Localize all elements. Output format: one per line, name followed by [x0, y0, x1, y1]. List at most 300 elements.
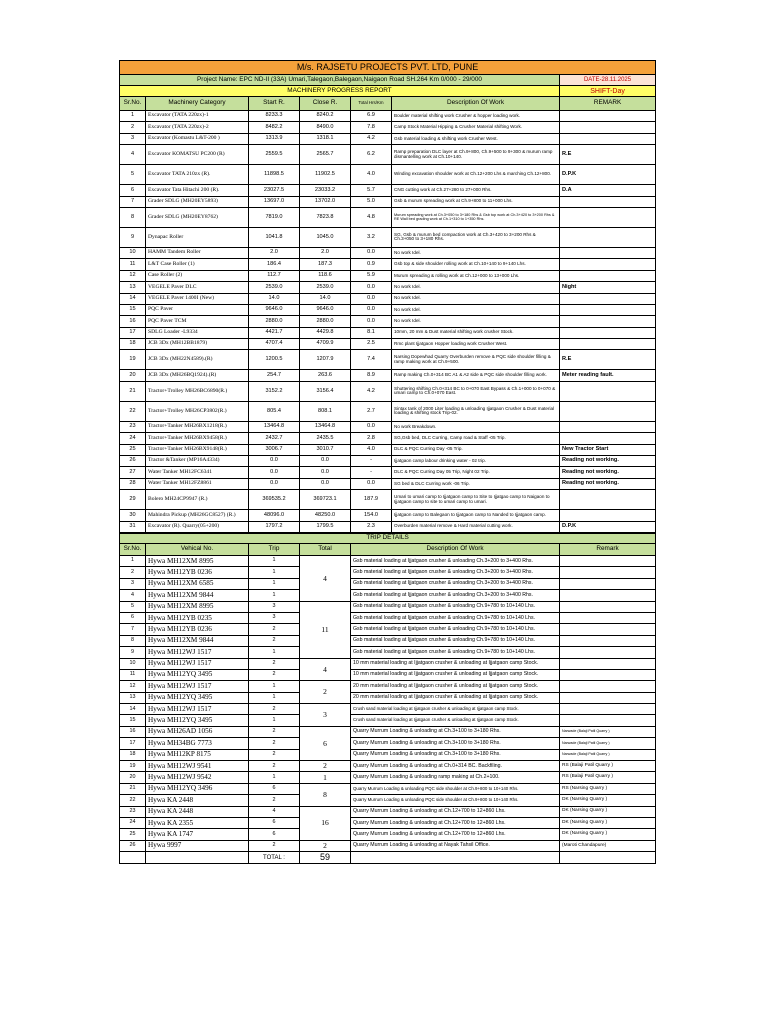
machine-total-hours: 0.0: [351, 282, 392, 293]
machine-row: [120, 259, 656, 270]
machine-sr: 19: [120, 350, 146, 370]
trip-row: [120, 704, 656, 715]
trip-vehicle: Hywa MH26AD 1056: [146, 726, 249, 737]
trip-count: 1: [249, 590, 300, 601]
trip-count: 6: [249, 783, 300, 794]
col-trip-work: Description Of Work: [351, 543, 560, 555]
machine-start-reading: 1313.9: [249, 133, 300, 144]
total-blank-4: [560, 852, 656, 864]
trip-work-description: Quarry Murrum Loading & unloading at Ch.12+700 to 12+860 Lhs.: [351, 806, 560, 817]
col-close: Close R.: [300, 97, 351, 111]
machine-close-reading: 2435.5: [300, 433, 351, 444]
machine-remark: D.A: [560, 185, 656, 196]
machine-close-reading: 118.6: [300, 270, 351, 281]
machine-close-reading: 7823.8: [300, 207, 351, 227]
machine-start-reading: 11898.5: [249, 165, 300, 185]
machine-work-description: Murum spreading & rolling work at Ch.12+000 to 13+000 Lhs.: [392, 270, 560, 281]
machine-sr: 20: [120, 370, 146, 381]
project-name: Project Name: EPC ND-II (33A) Umari,Talegaon,Balegaon,Naigaon Road SH.264 Km 0/000 - 29/000: [120, 75, 560, 86]
machine-row: [120, 327, 656, 338]
trip-sr: 15: [120, 715, 146, 726]
machine-total-hours: 8.1: [351, 327, 392, 338]
machine-sr: 11: [120, 259, 146, 270]
trip-count: 2: [249, 761, 300, 772]
machine-start-reading: 0.0: [249, 456, 300, 467]
machine-total-hours: 6.9: [351, 111, 392, 122]
machine-sr: 8: [120, 207, 146, 227]
machine-close-reading: 187.3: [300, 259, 351, 270]
trip-count: 2: [249, 624, 300, 635]
trip-sr: 9: [120, 647, 146, 658]
trip-sr: 17: [120, 738, 146, 749]
machine-work-description: Gsb & murum spreading work at Ch.9+800 to 11+000 Lhs.: [392, 196, 560, 207]
machine-remark: [560, 133, 656, 144]
trip-sr: 22: [120, 795, 146, 806]
trip-group-total: 2: [300, 681, 351, 704]
trip-work-description: 20 mm material loading at Ijjatgaon crusher & unloading at Ijjatgaon camp Stock.: [351, 681, 560, 692]
col-trip-remark: Remark: [560, 543, 656, 555]
machine-sr: 1: [120, 111, 146, 122]
machine-close-reading: 4429.8: [300, 327, 351, 338]
machine-close-reading: 0.0: [300, 467, 351, 478]
trip-remark: [560, 590, 656, 601]
machine-name: Grader SDLG (MH20EY8762): [146, 207, 249, 227]
machine-close-reading: 48250.0: [300, 510, 351, 521]
machine-start-reading: 2539.0: [249, 282, 300, 293]
col-work: Description Of Work: [392, 97, 560, 111]
total-blank-3: [351, 852, 560, 864]
machine-remark: [560, 490, 656, 510]
trip-sr: 19: [120, 761, 146, 772]
trip-vehicle: Hywa MH12WJ 9541: [146, 761, 249, 772]
machine-close-reading: 1799.5: [300, 521, 351, 532]
machine-name: Tractor+Trolley MH26CP3802(R.): [146, 401, 249, 421]
trip-vehicle: Hywa KA 1747: [146, 829, 249, 840]
machine-row: [120, 370, 656, 381]
machine-sr: 6: [120, 185, 146, 196]
machine-sr: 14: [120, 293, 146, 304]
trip-vehicle: Hywa MH12XM 9844: [146, 590, 249, 601]
col-vehicle: Vehical No.: [146, 543, 249, 555]
machine-name: Tractor+Tanker MH26BX9458(R.): [146, 433, 249, 444]
machine-close-reading: 2.0: [300, 247, 351, 258]
trip-count: 2: [249, 726, 300, 737]
trip-remark: RS (Narsing Quarry ): [560, 783, 656, 794]
machine-total-hours: 4.0: [351, 444, 392, 455]
machine-start-reading: 14.0: [249, 293, 300, 304]
col-sr: Sr.No.: [120, 97, 146, 111]
trip-sr: 3: [120, 578, 146, 589]
trip-sr: 11: [120, 669, 146, 680]
machine-start-reading: 4707.4: [249, 339, 300, 350]
trip-count: 1: [249, 578, 300, 589]
trip-remark: [560, 578, 656, 589]
machine-total-hours: 4.8: [351, 207, 392, 227]
trip-remark: DK (Narsing Quarry ): [560, 829, 656, 840]
total-value: 59: [300, 852, 351, 864]
machine-close-reading: 0.0: [300, 478, 351, 489]
machine-sr: 10: [120, 247, 146, 258]
machine-close-reading: 369723.1: [300, 490, 351, 510]
trip-remark: [560, 624, 656, 635]
machine-row: [120, 304, 656, 315]
machine-close-reading: 2880.0: [300, 316, 351, 327]
machine-total-hours: 6.2: [351, 145, 392, 165]
machine-remark: Meter reading fault.: [560, 370, 656, 381]
machine-start-reading: 369535.2: [249, 490, 300, 510]
trip-work-description: Quarry Murrum Loading & unloading PQC side shoulder at Ch.9+800 to 10+140 Rhs.: [351, 795, 560, 806]
machine-row: [120, 478, 656, 489]
machine-total-hours: 8.9: [351, 370, 392, 381]
trip-count: 1: [249, 692, 300, 703]
trip-remark: [560, 704, 656, 715]
machine-remark: [560, 401, 656, 421]
machine-work-description: No work Idel.: [392, 293, 560, 304]
machine-sr: 5: [120, 165, 146, 185]
machine-row: [120, 196, 656, 207]
machine-remark: Reading not working.: [560, 456, 656, 467]
trip-group-total: 2: [300, 761, 351, 772]
trip-work-description: Gsb material loading at Ijjatgaon crusher & unloading Ch.9+780 to 10+140 Lhs.: [351, 612, 560, 623]
trip-row: [120, 761, 656, 772]
machine-start-reading: 186.4: [249, 259, 300, 270]
trip-vehicle: Hywa KA 2448: [146, 806, 249, 817]
trip-group-total: 3: [300, 704, 351, 727]
trip-count: 3: [249, 612, 300, 623]
machine-close-reading: 3156.4: [300, 381, 351, 401]
machine-sr: 25: [120, 444, 146, 455]
machine-row: [120, 145, 656, 165]
machine-sr: 26: [120, 456, 146, 467]
machine-remark: [560, 381, 656, 401]
machine-row: [120, 490, 656, 510]
machine-close-reading: 9646.0: [300, 304, 351, 315]
trip-work-description: Quarry Murrum Loading & unloading at Ch.3+100 to 3+180 Rhs.: [351, 738, 560, 749]
report-sheet: [119, 60, 655, 864]
machine-total-hours: 5.0: [351, 196, 392, 207]
machine-row: [120, 207, 656, 227]
machine-work-description: Gsb material loading & shifting work Crusher West.: [392, 133, 560, 144]
machine-name: JCB 3Dx (MH26BQ1924).(R): [146, 370, 249, 381]
trip-vehicle: Hywa MH12XM 9844: [146, 635, 249, 646]
machine-remark: [560, 270, 656, 281]
machine-remark: New Tractor Start: [560, 444, 656, 455]
trip-count: 2: [249, 749, 300, 760]
trip-group-total: 6: [300, 726, 351, 760]
machine-start-reading: 23027.5: [249, 185, 300, 196]
machine-remark: [560, 293, 656, 304]
trip-row: [120, 783, 656, 794]
machine-start-reading: 2.0: [249, 247, 300, 258]
machine-work-description: Rmc plant Ijjatgaon Hopper loading work Crusher West.: [392, 339, 560, 350]
machine-total-hours: 154.0: [351, 510, 392, 521]
trip-sr: 23: [120, 806, 146, 817]
machine-sr: 2: [120, 122, 146, 133]
machine-name: Water Tanker MH12FZ8861: [146, 478, 249, 489]
machine-remark: [560, 247, 656, 258]
machine-start-reading: 3006.7: [249, 444, 300, 455]
trip-count: 1: [249, 772, 300, 783]
trip-work-description: Gsb material loading at Ijjatgaon crusher & unloading Ch.3+200 to 3+400 Rhs.: [351, 567, 560, 578]
machine-sr: 17: [120, 327, 146, 338]
machine-work-description: Camp Stock Material Hipping & Crusher Material shifting Work.: [392, 122, 560, 133]
company-name: M/s. RAJSETU PROJECTS PVT. LTD, PUNE: [120, 61, 656, 75]
machine-work-description: No work Idel.: [392, 247, 560, 258]
machine-name: PQC Paver TCM: [146, 316, 249, 327]
trip-remark: [560, 555, 656, 566]
trip-row: [120, 624, 656, 635]
machine-total-hours: 2.3: [351, 521, 392, 532]
trip-row: [120, 749, 656, 760]
trip-vehicle: Hywa KA 2355: [146, 817, 249, 828]
machine-close-reading: 11902.5: [300, 165, 351, 185]
machine-close-reading: 4709.9: [300, 339, 351, 350]
trip-group-total: 4: [300, 658, 351, 681]
machine-row: [120, 350, 656, 370]
col-trip-total: Total: [300, 543, 351, 555]
machine-sr: 28: [120, 478, 146, 489]
trip-remark: [560, 658, 656, 669]
machine-close-reading: 2565.7: [300, 145, 351, 165]
trip-row: [120, 726, 656, 737]
trip-row: [120, 647, 656, 658]
machine-work-description: Overburden material remove & Hard material cutting work.: [392, 521, 560, 532]
machine-total-hours: 0.9: [351, 259, 392, 270]
trip-work-description: Gsb material loading at Ijjatgaon crusher & unloading Ch.9+780 to 10+140 Lhs.: [351, 601, 560, 612]
machine-start-reading: 2880.0: [249, 316, 300, 327]
machine-row: [120, 165, 656, 185]
machine-close-reading: 0.0: [300, 456, 351, 467]
machine-remark: [560, 196, 656, 207]
trip-count: 6: [249, 817, 300, 828]
trip-remark: [560, 647, 656, 658]
machinery-table: [119, 60, 656, 533]
trip-vehicle: Hywa 9997: [146, 840, 249, 851]
machine-name: SDLG Loader -L9334: [146, 327, 249, 338]
trip-remark: [560, 601, 656, 612]
machine-name: Mahindra Pickup (MH26GC8527) (R.): [146, 510, 249, 521]
machine-total-hours: 0.0: [351, 316, 392, 327]
machine-row: [120, 133, 656, 144]
machine-close-reading: 808.1: [300, 401, 351, 421]
trip-row: [120, 578, 656, 589]
machine-work-description: Winding excavation shoulder work at Ch.12+200 Lhs & marching Ch.12+800.: [392, 165, 560, 185]
machine-remark: [560, 259, 656, 270]
machine-row: [120, 401, 656, 421]
trip-group-total: 2: [300, 840, 351, 851]
machine-work-description: DLC & PQC Curring Day 05 Trip, Night 02 Trip.: [392, 467, 560, 478]
trip-count: 1: [249, 681, 300, 692]
machine-sr: 29: [120, 490, 146, 510]
machine-sr: 7: [120, 196, 146, 207]
machine-sr: 3: [120, 133, 146, 144]
machine-remark: R.E: [560, 145, 656, 165]
machine-work-description: Boulder material shifting work Crusher & hopper loading work.: [392, 111, 560, 122]
machine-close-reading: 8240.2: [300, 111, 351, 122]
trip-row: [120, 772, 656, 783]
trip-sr: 10: [120, 658, 146, 669]
machine-total-hours: 5.7: [351, 185, 392, 196]
machine-total-hours: 0.0: [351, 304, 392, 315]
machine-close-reading: 13464.8: [300, 421, 351, 432]
machine-remark: [560, 304, 656, 315]
trip-count: 1: [249, 715, 300, 726]
machine-total-hours: 4.2: [351, 133, 392, 144]
machine-start-reading: 805.4: [249, 401, 300, 421]
machine-remark: [560, 227, 656, 247]
trip-vehicle: Hywa KA 2448: [146, 795, 249, 806]
trip-group-total: 16: [300, 806, 351, 840]
trip-remark: Narwade (Balaji Patil Quarry ): [560, 726, 656, 737]
trip-work-description: 10 mm material loading at Ijjatgaon crusher & unloading at Ijjatgaon camp Stock.: [351, 658, 560, 669]
machine-row: [120, 467, 656, 478]
machine-total-hours: 4.0: [351, 165, 392, 185]
machine-name: Bolero MH24CP9947 (R.): [146, 490, 249, 510]
machine-remark: [560, 339, 656, 350]
col-category: Machinery Category: [146, 97, 249, 111]
report-title: MACHINERY PROGRESS REPORT: [120, 86, 560, 97]
trip-count: 1: [249, 647, 300, 658]
trip-count: 6: [249, 829, 300, 840]
trip-vehicle: Hywa MH12YQ 3495: [146, 715, 249, 726]
machine-sr: 24: [120, 433, 146, 444]
machine-name: JCB 3Dx (MH22N4589).(R): [146, 350, 249, 370]
trip-sr: 1: [120, 555, 146, 566]
machine-row: [120, 111, 656, 122]
machine-remark: [560, 111, 656, 122]
trip-row: [120, 692, 656, 703]
machine-work-description: SG,Gsb bed, DLC Curring, Camp road & Staff -05 Trip.: [392, 433, 560, 444]
machine-name: Excavator KOMATSU PC200 (R): [146, 145, 249, 165]
trip-work-description: Quarry Murrum Loading & unloading at Ch.12+700 to 12+860 Lhs.: [351, 817, 560, 828]
trip-count: 1: [249, 567, 300, 578]
machine-sr: 22: [120, 401, 146, 421]
col-trip-sr: Sr.No.: [120, 543, 146, 555]
machine-work-description: Shuttering shifting Ch.0+314 BC to 0+070 East Bypass & Ch.1+000 to 0+070 & umari camp to Ch.0+070 East.: [392, 381, 560, 401]
trip-sr: 4: [120, 590, 146, 601]
machine-name: Excavator (TATA 220zx)-1: [146, 111, 249, 122]
trip-work-description: Gsb material loading at Ijjatgaon crusher & unloading Ch.3+200 to 3+400 Rhs.: [351, 578, 560, 589]
machine-work-description: Narsing Dopewhad Quarry Overburden remove & PQC side shoulder filling & ramp making work at Ch.9+500.: [392, 350, 560, 370]
machine-name: Excavator TATA 210zx (R).: [146, 165, 249, 185]
trip-count: 4: [249, 806, 300, 817]
total-blank-2: [146, 852, 249, 864]
machine-work-description: Ramp making Ch.0+314 BC A1 & A2 side & PQC side shoulder filling work.: [392, 370, 560, 381]
machine-work-description: Sintax tank of 2000 Liter loading & unloading Ijjatgaon Crusher & Dust material loading & shifting stock Trip-02.: [392, 401, 560, 421]
machine-start-reading: 112.7: [249, 270, 300, 281]
machine-name: PQC Paver: [146, 304, 249, 315]
machine-start-reading: 0.0: [249, 478, 300, 489]
machine-start-reading: 8482.2: [249, 122, 300, 133]
shift-label: SHIFT-Day: [560, 86, 656, 97]
trip-sr: 24: [120, 817, 146, 828]
machine-start-reading: 9646.0: [249, 304, 300, 315]
trip-row: [120, 681, 656, 692]
machine-close-reading: 14.0: [300, 293, 351, 304]
machine-work-description: Gsb top & side shoulder rolling work at Ch.10+140 to 9+140 Lhs.: [392, 259, 560, 270]
machine-sr: 16: [120, 316, 146, 327]
trip-header-row: [120, 543, 656, 555]
machine-row: [120, 456, 656, 467]
machine-remark: [560, 316, 656, 327]
machine-work-description: Ijjatgaon camp labour drinking water - 02 trip.: [392, 456, 560, 467]
machine-remark: Reading not working.: [560, 467, 656, 478]
machine-row: [120, 510, 656, 521]
machine-start-reading: 4421.7: [249, 327, 300, 338]
trip-vehicle: Hywa MH12XM 6585: [146, 578, 249, 589]
trip-vehicle: Hywa MH12WJ 1517: [146, 658, 249, 669]
trip-count: 2: [249, 795, 300, 806]
machine-total-hours: 5.9: [351, 270, 392, 281]
trip-sr: 14: [120, 704, 146, 715]
trip-row: [120, 567, 656, 578]
trip-count: 2: [249, 669, 300, 680]
machine-close-reading: 3010.7: [300, 444, 351, 455]
trip-remark: DK (Narsing Quarry ): [560, 806, 656, 817]
trip-row: [120, 715, 656, 726]
machine-remark: D.P.K: [560, 521, 656, 532]
machine-total-hours: 7.8: [351, 122, 392, 133]
trip-total-row: [120, 852, 656, 864]
machine-remark: R.E: [560, 350, 656, 370]
machine-close-reading: 1045.0: [300, 227, 351, 247]
trip-remark: [560, 681, 656, 692]
machine-start-reading: 1041.8: [249, 227, 300, 247]
trip-vehicle: Hywa MH12YB 0236: [146, 624, 249, 635]
machine-row: [120, 421, 656, 432]
machine-row: [120, 521, 656, 532]
trip-work-description: Quarry Murrum Loading & unloading at Ch.12+700 to 12+860 Lhs.: [351, 829, 560, 840]
machine-name: HAMM Tandem Roller: [146, 247, 249, 258]
trip-vehicle: Hywa MH34BG 7773: [146, 738, 249, 749]
trip-row: [120, 612, 656, 623]
machine-work-description: No work Idel.: [392, 304, 560, 315]
machine-close-reading: 1318.1: [300, 133, 351, 144]
trip-vehicle: Hywa MH12YQ 3495: [146, 692, 249, 703]
trip-row: [120, 555, 656, 566]
trip-work-description: Gsb material loading at Ijjatgaon crusher & unloading Ch.3+200 to 3+400 Rhs.: [351, 555, 560, 566]
machine-sr: 30: [120, 510, 146, 521]
machinery-header-row: [120, 97, 656, 111]
machine-row: [120, 122, 656, 133]
machine-remark: [560, 207, 656, 227]
machine-name: Water Tanker MH12FC6341: [146, 467, 249, 478]
machine-remark: D.P.K: [560, 165, 656, 185]
machine-work-description: SG bed & DLC Curring work -06 Trip.: [392, 478, 560, 489]
trip-vehicle: Hywa MH12WJ 1517: [146, 681, 249, 692]
machine-name: Excavator (R). Quarry(05+200): [146, 521, 249, 532]
trip-work-description: Quarry Murrum Loading & unloading at Ch.3+100 to 3+180 Rhs.: [351, 726, 560, 737]
trip-group-total: 1: [300, 772, 351, 783]
trip-vehicle: Hywa MH12WJ 9542: [146, 772, 249, 783]
machine-close-reading: 13702.0: [300, 196, 351, 207]
machine-work-description: CNG cutting work at Ch.27+280 to 27+000 Rhs.: [392, 185, 560, 196]
machine-row: [120, 444, 656, 455]
machine-sr: 13: [120, 282, 146, 293]
trip-count: 2: [249, 658, 300, 669]
trip-row: [120, 738, 656, 749]
trip-row: [120, 669, 656, 680]
trip-group-total: 4: [300, 555, 351, 601]
machine-close-reading: 8490.0: [300, 122, 351, 133]
machine-close-reading: 2539.0: [300, 282, 351, 293]
trip-work-description: Quarry Murrum Loading & unloading at Nayak Tahsil Office.: [351, 840, 560, 851]
machine-name: Dynapac Roller: [146, 227, 249, 247]
trip-remark: [560, 669, 656, 680]
trip-sr: 12: [120, 681, 146, 692]
trip-vehicle: Hywa MH12KP 8175: [146, 749, 249, 760]
trip-work-description: Crush sand material loading at Ijjatgaon crusher & unloading at Ijjatgaon camp Stock.: [351, 715, 560, 726]
